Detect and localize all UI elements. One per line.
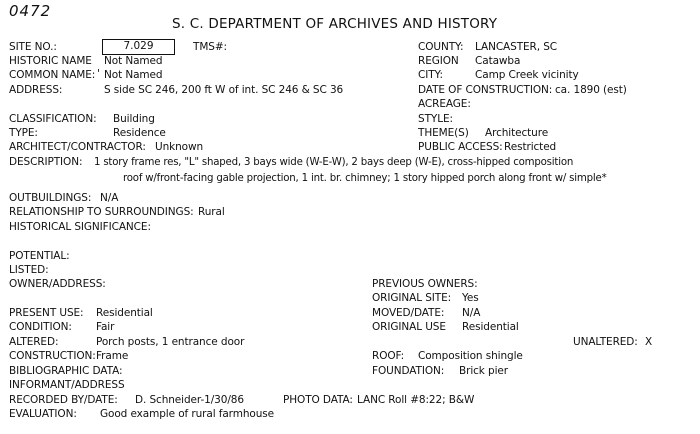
- altered-label: ALTERED:: [9, 336, 59, 348]
- informant-label: INFORMANT/ADDRESS: [9, 379, 125, 391]
- recorded-by-value: D. Schneider-1/30/86: [135, 394, 244, 406]
- foundation-label: FOUNDATION:: [372, 365, 445, 377]
- photo-data-value: LANC Roll #8:22; B&W: [357, 394, 475, 406]
- foundation-value: Brick pier: [459, 365, 508, 377]
- unaltered-label: UNALTERED:: [573, 336, 638, 348]
- recorded-by-label: RECORDED BY/DATE:: [9, 394, 118, 406]
- common-name-label: COMMON NAME:: [9, 69, 96, 81]
- classification-value: Building: [113, 113, 155, 125]
- altered-value: Porch posts, 1 entrance door: [96, 336, 245, 348]
- listed-label: LISTED:: [9, 264, 49, 276]
- bibliographic-label: BIBLIOGRAPHIC DATA:: [9, 365, 123, 377]
- site-no-label: SITE NO.:: [9, 41, 57, 53]
- historical-significance-label: HISTORICAL SIGNIFICANCE:: [9, 221, 151, 233]
- moved-date-value: N/A: [462, 307, 481, 319]
- potential-label: POTENTIAL:: [9, 250, 70, 262]
- original-use-value: Residential: [462, 321, 519, 333]
- common-name-mark: ': [97, 68, 100, 80]
- original-site-value: Yes: [462, 292, 479, 304]
- relationship-label: RELATIONSHIP TO SURROUNDINGS:: [9, 206, 194, 218]
- present-use-value: Residential: [96, 307, 153, 319]
- site-no-box: [102, 39, 175, 55]
- description-line-2: roof w/front-facing gable projection, 1 int. br. chimney; 1 story hipped porch along front w/ simple*: [123, 173, 607, 184]
- themes-label: THEME(S): [418, 127, 469, 139]
- present-use-label: PRESENT USE:: [9, 307, 84, 319]
- architect-value: Unknown: [155, 141, 204, 153]
- county-label: COUNTY:: [418, 41, 464, 53]
- page-title: S. C. DEPARTMENT OF ARCHIVES AND HISTORY: [172, 16, 498, 32]
- roof-value: Composition shingle: [418, 350, 523, 362]
- address-value: S side SC 246, 200 ft W of int. SC 246 & SC 36: [104, 84, 344, 96]
- photo-data-label: PHOTO DATA:: [283, 394, 353, 406]
- roof-label: ROOF:: [372, 350, 405, 362]
- owner-address-label: OWNER/ADDRESS:: [9, 278, 106, 290]
- condition-value: Fair: [96, 321, 115, 333]
- original-use-label: ORIGINAL USE: [372, 321, 446, 333]
- moved-date-label: MOVED/DATE:: [372, 307, 445, 319]
- classification-label: CLASSIFICATION:: [9, 113, 97, 125]
- acreage-label: ACREAGE:: [418, 98, 471, 110]
- region-label: REGION: [418, 55, 459, 67]
- relationship-value: Rural: [198, 206, 225, 218]
- themes-value: Architecture: [485, 127, 549, 139]
- region-value: Catawba: [475, 55, 521, 67]
- outbuildings-value: N/A: [100, 192, 119, 204]
- description-label: DESCRIPTION:: [9, 156, 83, 168]
- public-access-value: Restricted: [504, 141, 557, 153]
- county-value: LANCASTER, SC: [475, 41, 558, 53]
- type-label: TYPE:: [9, 127, 38, 139]
- city-value: Camp Creek vicinity: [475, 69, 579, 81]
- evaluation-label: EVALUATION:: [9, 408, 77, 420]
- address-label: ADDRESS:: [9, 84, 63, 96]
- public-access-label: PUBLIC ACCESS:: [418, 141, 503, 153]
- previous-owners-label: PREVIOUS OWNERS:: [372, 278, 478, 290]
- construction-label: CONSTRUCTION:: [9, 350, 96, 362]
- historic-name-value: Not Named: [104, 55, 163, 67]
- unaltered-value: X: [645, 336, 653, 348]
- outbuildings-label: OUTBUILDINGS:: [9, 192, 92, 204]
- style-label: STYLE:: [418, 113, 453, 125]
- common-name-value: Not Named: [104, 69, 163, 81]
- original-site-label: ORIGINAL SITE:: [372, 292, 452, 304]
- tms-label: TMS#:: [193, 41, 227, 53]
- evaluation-value: Good example of rural farmhouse: [100, 408, 275, 420]
- site-no-value: 7.029: [123, 40, 154, 52]
- type-value: Residence: [113, 127, 166, 139]
- city-label: CITY:: [418, 69, 443, 81]
- architect-label: ARCHITECT/CONTRACTOR:: [9, 141, 146, 153]
- date-of-construction-value: ca. 1890 (est): [555, 84, 627, 96]
- condition-label: CONDITION:: [9, 321, 72, 333]
- date-of-construction-label: DATE OF CONSTRUCTION:: [418, 84, 553, 96]
- description-line-1: 1 story frame res, "L" shaped, 3 bays wide (W-E-W), 2 bays deep (W-E), cross-hipped composition: [94, 157, 574, 168]
- historic-name-label: HISTORIC NAME: [9, 55, 92, 67]
- card-number: 0472: [9, 2, 52, 20]
- construction-value: Frame: [96, 350, 129, 362]
